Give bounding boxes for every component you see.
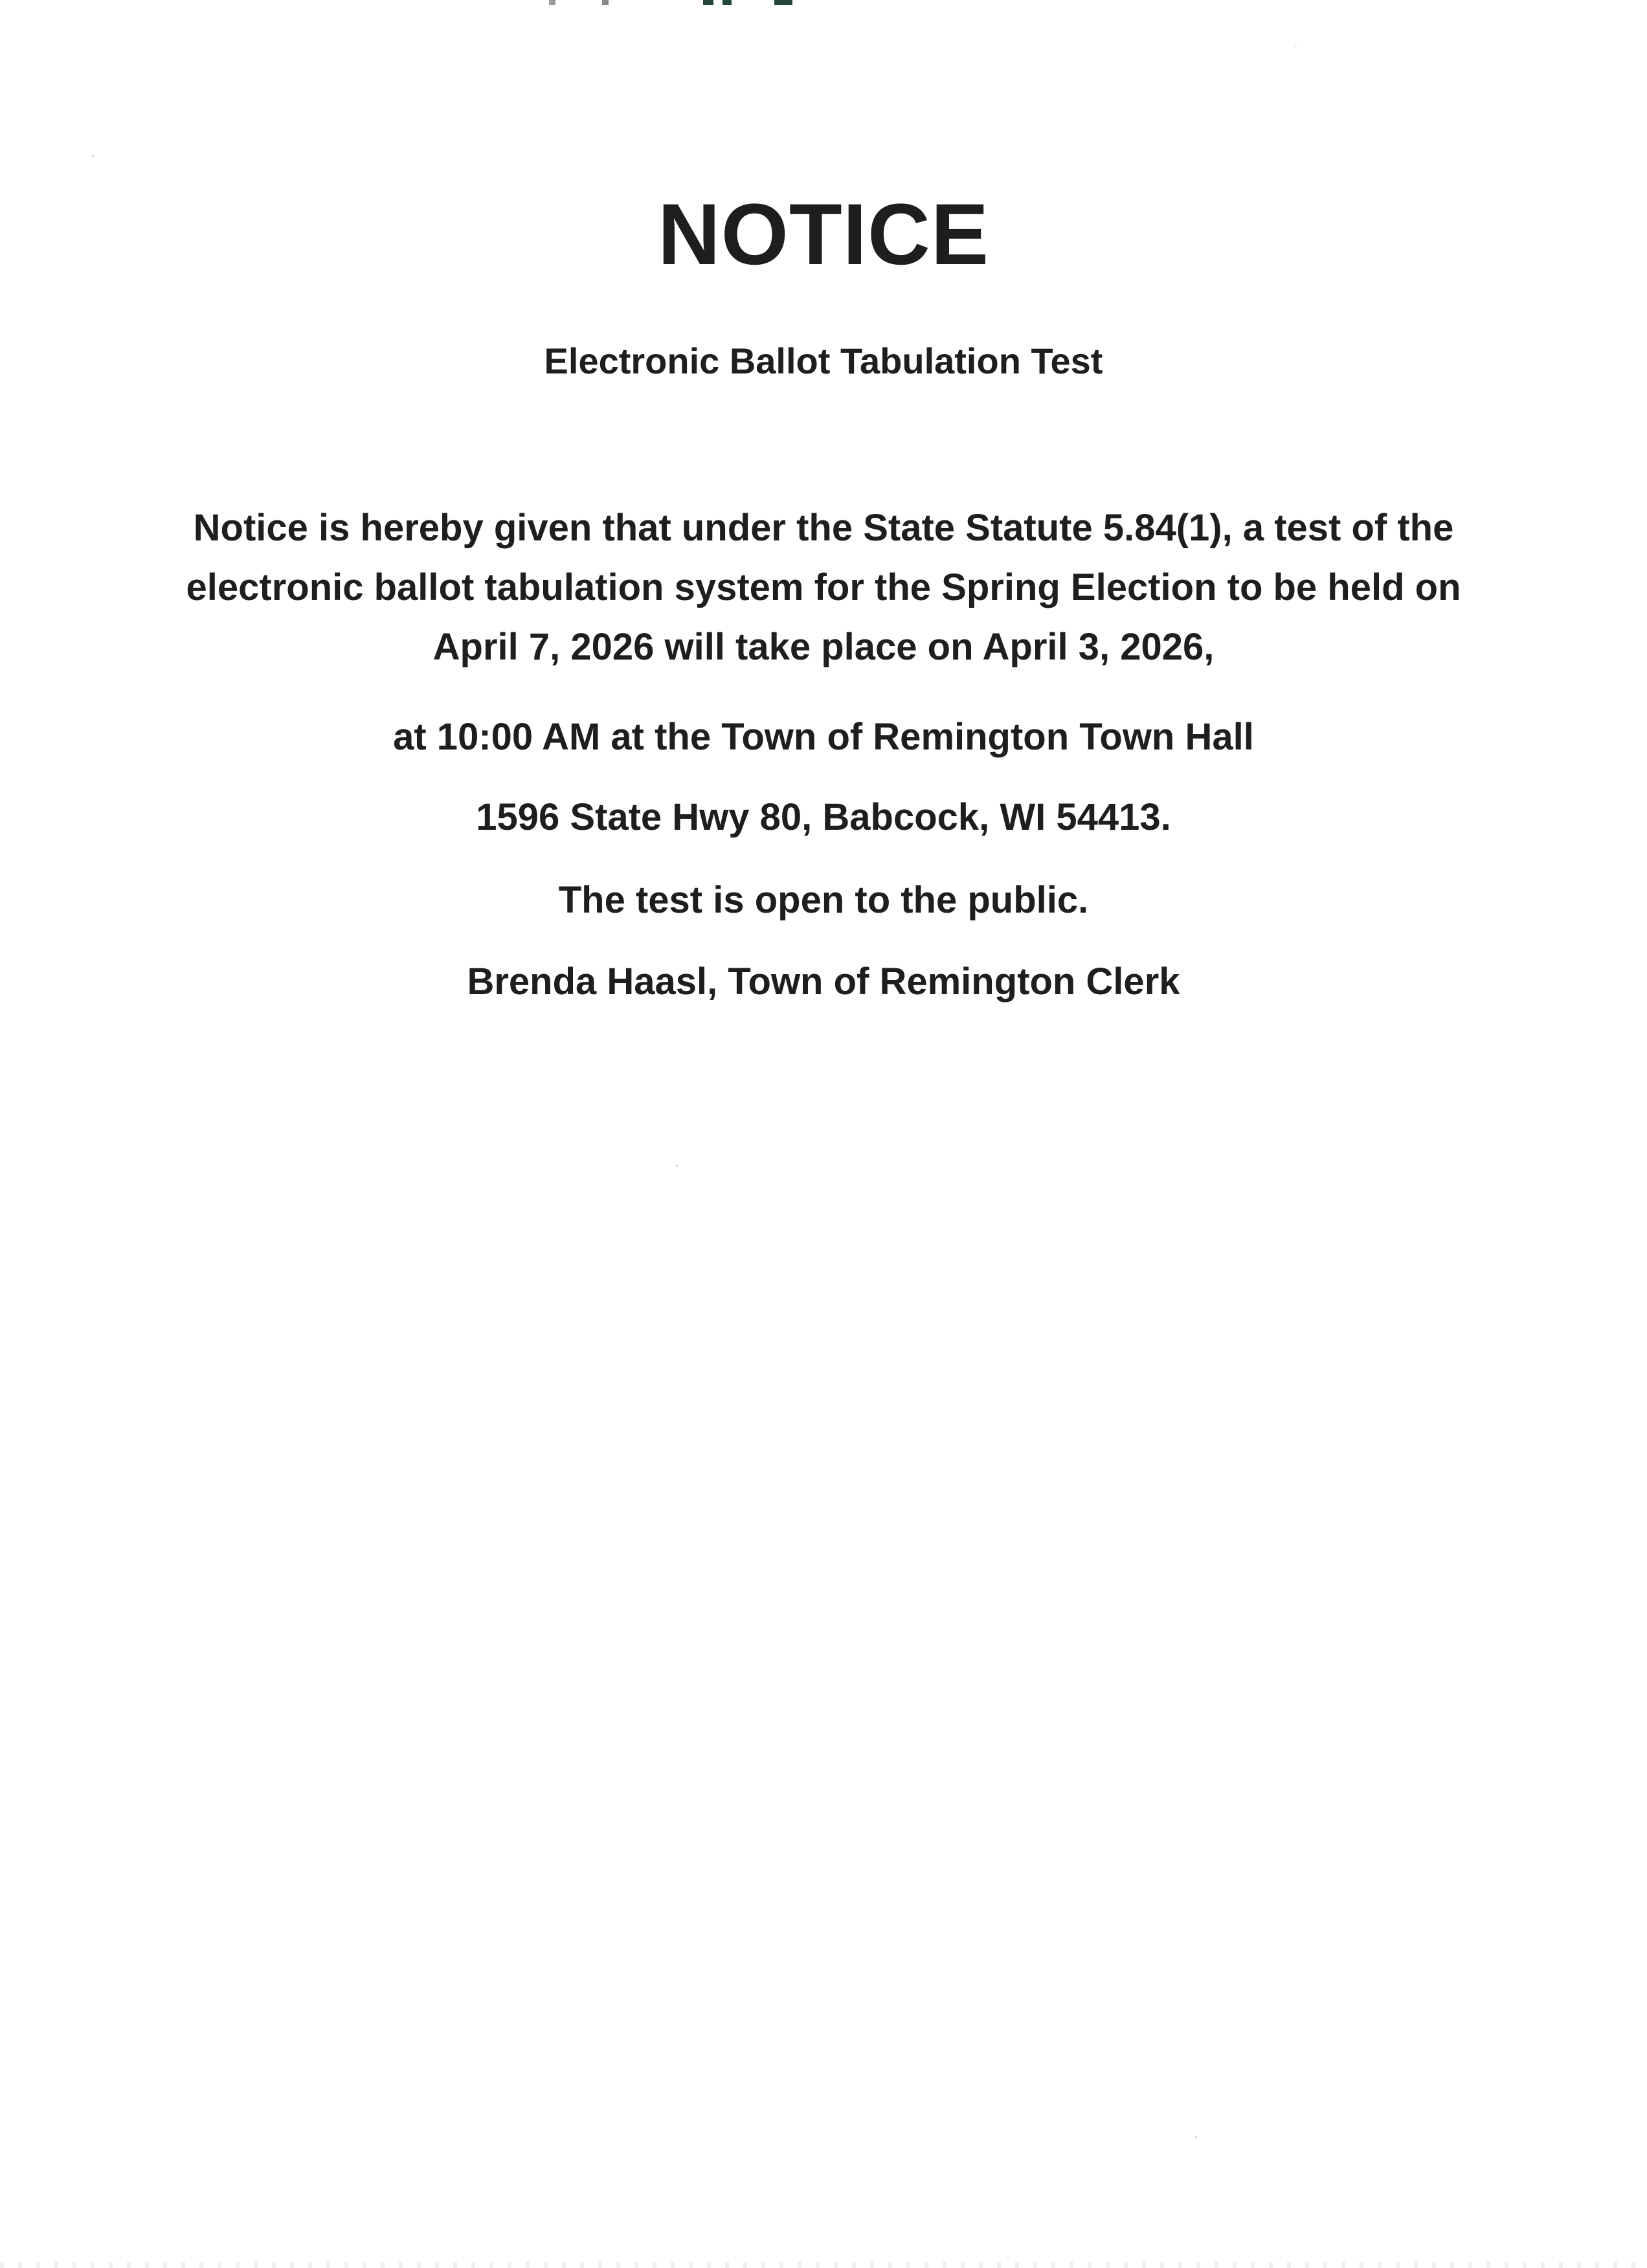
scan-mark <box>602 0 609 5</box>
scan-top-edge-marks <box>0 0 1647 8</box>
notice-title: NOTICE <box>657 186 990 283</box>
scan-speck <box>1195 2136 1197 2138</box>
notice-signature: Brenda Haasl, Town of Remington Clerk <box>467 961 1180 1003</box>
scan-mark <box>549 0 555 5</box>
scan-speck <box>676 1165 678 1167</box>
notice-subtitle: Electronic Ballot Tabulation Test <box>544 340 1103 381</box>
notice-public-statement: The test is open to the public. <box>558 879 1089 921</box>
notice-time-location: at 10:00 AM at the Town of Remington Town Hall <box>393 716 1254 758</box>
scan-speck <box>92 155 94 157</box>
scan-speck <box>1295 45 1297 47</box>
scan-bottom-edge <box>0 2262 1647 2268</box>
notice-address: 1596 State Hwy 80, Babcock, WI 54413. <box>476 796 1171 838</box>
scan-mark <box>723 0 732 5</box>
scan-mark <box>774 0 792 5</box>
notice-body-paragraph: Notice is hereby given that under the State Statute 5.84(1), a test of the electronic ballot tabulation system for the Spring Election to be held on April 7, 2026 will take place on April 3, 2026, <box>186 507 1461 668</box>
scan-mark <box>703 0 713 5</box>
